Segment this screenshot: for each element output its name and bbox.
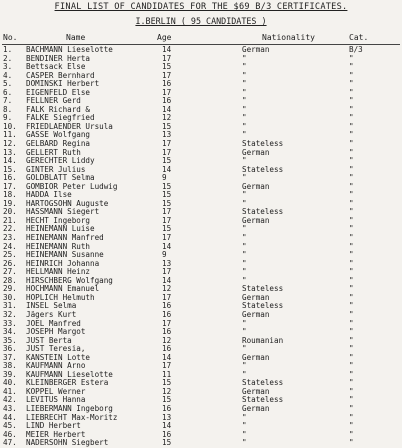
- row-category: ": [349, 130, 354, 140]
- row-name: BENDINER Herta: [26, 53, 91, 63]
- row-name: HEINEMANN Manfred: [26, 233, 104, 243]
- row-nationality: ": [242, 275, 247, 285]
- row-age: 12: [162, 386, 172, 396]
- row-nationality: ": [242, 96, 247, 106]
- row-age: 13: [162, 412, 172, 422]
- row-age: 16: [162, 344, 172, 354]
- row-nationality: ": [242, 62, 247, 72]
- row-number: 7.: [3, 96, 13, 106]
- row-category: ": [349, 429, 354, 439]
- header-no: No.: [3, 33, 18, 42]
- row-age: 17: [162, 207, 172, 217]
- row-number: 38.: [3, 361, 17, 371]
- row-age: 12: [162, 335, 172, 345]
- row-category: ": [349, 233, 354, 243]
- row-number: 34.: [3, 327, 17, 337]
- row-age: 16: [162, 79, 172, 89]
- row-number: 31.: [3, 301, 17, 311]
- row-number: 13.: [3, 147, 17, 157]
- row-name: Bettsack Else: [26, 62, 86, 72]
- row-name: FALK Richard &: [26, 104, 91, 114]
- row-number: 19.: [3, 198, 17, 208]
- document-title: FINAL LIST OF CANDIDATES FOR THE $69 B/3 CERTIFICATES.: [54, 2, 348, 12]
- row-age: 17: [162, 70, 172, 80]
- row-nationality: Stateless: [242, 164, 284, 174]
- row-age: 14: [162, 164, 172, 174]
- row-nationality: ": [242, 87, 247, 97]
- row-name: HECHT Ingeborg: [26, 215, 91, 225]
- row-name: LEVITUS Hanna: [26, 395, 86, 405]
- row-category: ": [349, 378, 354, 388]
- row-name: LIEBERMANN Ingeborg: [26, 403, 113, 413]
- row-number: 8.: [3, 104, 13, 114]
- row-age: 16: [162, 309, 172, 319]
- row-nationality: German: [242, 386, 270, 396]
- row-age: 17: [162, 87, 172, 97]
- row-age: 11: [162, 369, 172, 379]
- row-name: DOMINSKI Herbert: [26, 79, 100, 89]
- row-category: ": [349, 113, 354, 123]
- row-name: FRIEDLAENDER Ursula: [26, 121, 113, 131]
- row-nationality: German: [242, 147, 270, 157]
- row-nationality: Stateless: [242, 395, 284, 405]
- row-category: ": [349, 215, 354, 225]
- row-name: INSEL Selma: [26, 301, 77, 311]
- subtitle-text: I.BERLIN ( 95 CANDIDATES ): [135, 16, 267, 26]
- row-age: 14: [162, 421, 172, 431]
- row-name: JOEL Manfred: [26, 318, 81, 328]
- row-number: 15.: [3, 164, 17, 174]
- row-name: HOPLICH Helmuth: [26, 292, 95, 302]
- row-number: 23.: [3, 233, 17, 243]
- row-name: LIND Herbert: [26, 421, 81, 431]
- row-category: ": [349, 327, 354, 337]
- row-number: 43.: [3, 403, 17, 413]
- row-category: ": [349, 70, 354, 80]
- row-number: 10.: [3, 121, 17, 131]
- row-nationality: Stateless: [242, 301, 284, 311]
- row-category: ": [349, 198, 354, 208]
- row-name: Jägers Kurt: [26, 309, 77, 319]
- row-category: ": [349, 438, 354, 448]
- row-nationality: ": [242, 412, 247, 422]
- row-name: KOPPEL Werner: [26, 386, 86, 396]
- row-name: HEINEMANN Luise: [26, 224, 95, 234]
- row-nationality: Roumanian: [242, 335, 284, 345]
- row-category: ": [349, 241, 354, 251]
- row-age: 9: [162, 173, 167, 183]
- row-nationality: ": [242, 233, 247, 243]
- row-category: ": [349, 386, 354, 396]
- row-age: 16: [162, 96, 172, 106]
- row-number: 37.: [3, 352, 17, 362]
- row-category: ": [349, 62, 354, 72]
- row-name: FALKE Siegfried: [26, 113, 95, 123]
- row-name: HEINEMANN Susanne: [26, 250, 104, 260]
- row-category: ": [349, 395, 354, 405]
- row-nationality: German: [242, 352, 270, 362]
- row-age: 17: [162, 53, 172, 63]
- row-name: HELLMANN Heinz: [26, 267, 91, 277]
- row-nationality: ": [242, 344, 247, 354]
- row-name: HARTOGSOHN Auguste: [26, 198, 109, 208]
- row-age: 14: [162, 275, 172, 285]
- row-nationality: ": [242, 156, 247, 166]
- row-number: 9.: [3, 113, 13, 123]
- row-category: ": [349, 87, 354, 97]
- row-name: KLEINBERGER Estera: [26, 378, 109, 388]
- row-category: ": [349, 361, 354, 371]
- row-nationality: ": [242, 241, 247, 251]
- header-cat: Cat.: [349, 33, 369, 42]
- row-category: ": [349, 258, 354, 268]
- row-number: 5.: [3, 79, 13, 89]
- header-name: Name: [66, 33, 86, 42]
- row-nationality: ": [242, 361, 247, 371]
- row-nationality: ": [242, 438, 247, 448]
- row-category: ": [349, 190, 354, 200]
- row-number: 33.: [3, 318, 17, 328]
- row-nationality: Stateless: [242, 284, 284, 294]
- row-category: ": [349, 369, 354, 379]
- row-age: 17: [162, 267, 172, 277]
- row-number: 22.: [3, 224, 17, 234]
- row-name: GELLERT Ruth: [26, 147, 81, 157]
- row-number: 2.: [3, 53, 13, 63]
- row-category: ": [349, 403, 354, 413]
- row-nationality: ": [242, 121, 247, 131]
- row-age: 15: [162, 181, 172, 191]
- row-number: 12.: [3, 139, 17, 149]
- row-category: B/3: [349, 45, 363, 54]
- row-category: ": [349, 309, 354, 319]
- row-number: 26.: [3, 258, 17, 268]
- row-name: LIEBRECHT Max-Moritz: [26, 412, 118, 422]
- row-name: HEINRICH Johanna: [26, 258, 100, 268]
- row-category: ": [349, 156, 354, 166]
- row-nationality: ": [242, 327, 247, 337]
- row-age: 13: [162, 130, 172, 140]
- row-name: JUST Berta: [26, 335, 72, 345]
- row-category: ": [349, 318, 354, 328]
- row-name: HOCHMANN Emanuel: [26, 284, 100, 294]
- row-number: 16.: [3, 173, 17, 183]
- row-category: ": [349, 121, 354, 131]
- row-age: 17: [162, 233, 172, 243]
- row-category: ": [349, 352, 354, 362]
- row-nationality: Stateless: [242, 139, 284, 149]
- header-nationality: Nationality: [262, 33, 315, 42]
- row-number: 6.: [3, 87, 13, 97]
- row-age: 9: [162, 250, 167, 260]
- row-category: ": [349, 421, 354, 431]
- row-number: 14.: [3, 156, 17, 166]
- row-name: MEIER Herbert: [26, 429, 86, 439]
- row-name: FELLNER Gerd: [26, 96, 81, 106]
- row-category: ": [349, 301, 354, 311]
- row-name: CASPER Bernhard: [26, 70, 95, 80]
- row-name: EIGENFELD Else: [26, 87, 91, 97]
- row-name: BACHMANN Lieselotte: [26, 45, 113, 54]
- row-category: ": [349, 147, 354, 157]
- row-nationality: ": [242, 258, 247, 268]
- row-number: 11.: [3, 130, 17, 140]
- row-number: 46.: [3, 429, 17, 439]
- row-age: 15: [162, 395, 172, 405]
- row-number: 35.: [3, 335, 17, 345]
- row-age: 14: [162, 104, 172, 114]
- row-category: ": [349, 267, 354, 277]
- row-name: GERECHTER Liddy: [26, 156, 95, 166]
- row-age: 12: [162, 284, 172, 294]
- row-category: ": [349, 104, 354, 114]
- row-nationality: ": [242, 173, 247, 183]
- row-nationality: ": [242, 267, 247, 277]
- row-number: 28.: [3, 275, 17, 285]
- row-nationality: ": [242, 190, 247, 200]
- row-nationality: ": [242, 53, 247, 63]
- row-age: 16: [162, 301, 172, 311]
- row-number: 44.: [3, 412, 17, 422]
- row-nationality: German: [242, 309, 270, 319]
- row-age: 17: [162, 147, 172, 157]
- row-number: 24.: [3, 241, 17, 251]
- row-number: 17.: [3, 181, 17, 191]
- row-category: ": [349, 275, 354, 285]
- row-number: 4.: [3, 70, 13, 80]
- row-age: 16: [162, 429, 172, 439]
- row-age: 17: [162, 361, 172, 371]
- table-row: [0, 439, 402, 448]
- row-age: 15: [162, 190, 172, 200]
- row-number: 18.: [3, 190, 17, 200]
- row-nationality: German: [242, 403, 270, 413]
- row-category: ": [349, 139, 354, 149]
- row-name: JOSEPH Margot: [26, 327, 86, 337]
- row-name: GELBARD Regina: [26, 139, 91, 149]
- header-age: Age: [157, 33, 172, 42]
- row-category: ": [349, 250, 354, 260]
- row-number: 25.: [3, 250, 17, 260]
- row-age: 14: [162, 241, 172, 251]
- row-category: ": [349, 344, 354, 354]
- row-number: 45.: [3, 421, 17, 431]
- row-number: 39.: [3, 369, 17, 379]
- row-category: ": [349, 79, 354, 89]
- row-category: ": [349, 96, 354, 106]
- row-nationality: Stateless: [242, 207, 284, 217]
- row-name: JUST Teresia,: [26, 344, 86, 354]
- row-number: 20.: [3, 207, 17, 217]
- row-nationality: ": [242, 429, 247, 439]
- row-nationality: German: [242, 292, 270, 302]
- row-category: ": [349, 224, 354, 234]
- row-name: HIRSCHBERG Wolfgang: [26, 275, 113, 285]
- row-nationality: ": [242, 70, 247, 80]
- row-nationality: ": [242, 369, 247, 379]
- row-number: 36.: [3, 344, 17, 354]
- row-nationality: ": [242, 79, 247, 89]
- row-nationality: ": [242, 130, 247, 140]
- row-nationality: German: [242, 215, 270, 225]
- row-age: 17: [162, 292, 172, 302]
- row-name: HADDA Ilse: [26, 190, 72, 200]
- row-number: 40.: [3, 378, 17, 388]
- row-age: 17: [162, 318, 172, 328]
- row-nationality: German: [242, 181, 270, 191]
- row-name: KAUFMANN Lieselotte: [26, 369, 113, 379]
- row-name: GOLDBLATT Selma: [26, 173, 95, 183]
- row-category: ": [349, 164, 354, 174]
- row-age: 16: [162, 327, 172, 337]
- row-age: 16: [162, 403, 172, 413]
- row-category: ": [349, 207, 354, 217]
- row-name: GASSE Wolfgang: [26, 130, 91, 140]
- row-number: 42.: [3, 395, 17, 405]
- row-number: 27.: [3, 267, 17, 277]
- row-number: 41.: [3, 386, 17, 396]
- row-number: 47.: [3, 438, 17, 448]
- row-name: KAUFMANN Arno: [26, 361, 86, 371]
- document-subtitle: [0, 16, 402, 26]
- row-category: ": [349, 173, 354, 183]
- row-category: ": [349, 284, 354, 294]
- row-nationality: ": [242, 113, 247, 123]
- row-name: GINTER Julius: [26, 164, 86, 174]
- row-age: 15: [162, 438, 172, 448]
- row-age: 13: [162, 258, 172, 268]
- row-name: NADERSOHN Siegbert: [26, 438, 109, 448]
- row-number: 29.: [3, 284, 17, 294]
- candidate-list: [0, 46, 402, 448]
- row-name: HASSMANN Siegert: [26, 207, 100, 217]
- row-nationality: German: [242, 45, 270, 54]
- row-category: ": [349, 53, 354, 63]
- row-category: ": [349, 412, 354, 422]
- row-age: 12: [162, 113, 172, 123]
- row-age: 17: [162, 139, 172, 149]
- row-age: 15: [162, 198, 172, 208]
- row-category: ": [349, 335, 354, 345]
- row-nationality: ": [242, 421, 247, 431]
- row-category: ": [349, 292, 354, 302]
- row-age: 15: [162, 62, 172, 72]
- row-age: 15: [162, 378, 172, 388]
- row-number: 3.: [3, 62, 13, 72]
- row-nationality: ": [242, 224, 247, 234]
- row-number: 32.: [3, 309, 17, 319]
- row-number: 1.: [3, 45, 13, 54]
- row-name: HEINEMANN Ruth: [26, 241, 91, 251]
- row-category: ": [349, 181, 354, 191]
- row-nationality: ": [242, 198, 247, 208]
- row-nationality: Stateless: [242, 378, 284, 388]
- row-name: GOMBIOR Peter Ludwig: [26, 181, 118, 191]
- row-age: 17: [162, 215, 172, 225]
- row-nationality: ": [242, 250, 247, 260]
- row-number: 30.: [3, 292, 17, 302]
- row-age: 14: [162, 45, 172, 54]
- row-age: 14: [162, 352, 172, 362]
- row-age: 15: [162, 121, 172, 131]
- row-nationality: ": [242, 104, 247, 114]
- row-number: 21.: [3, 215, 17, 225]
- row-age: 15: [162, 224, 172, 234]
- row-nationality: ": [242, 318, 247, 328]
- row-age: 15: [162, 156, 172, 166]
- row-name: KANSTEIN Lotte: [26, 352, 91, 362]
